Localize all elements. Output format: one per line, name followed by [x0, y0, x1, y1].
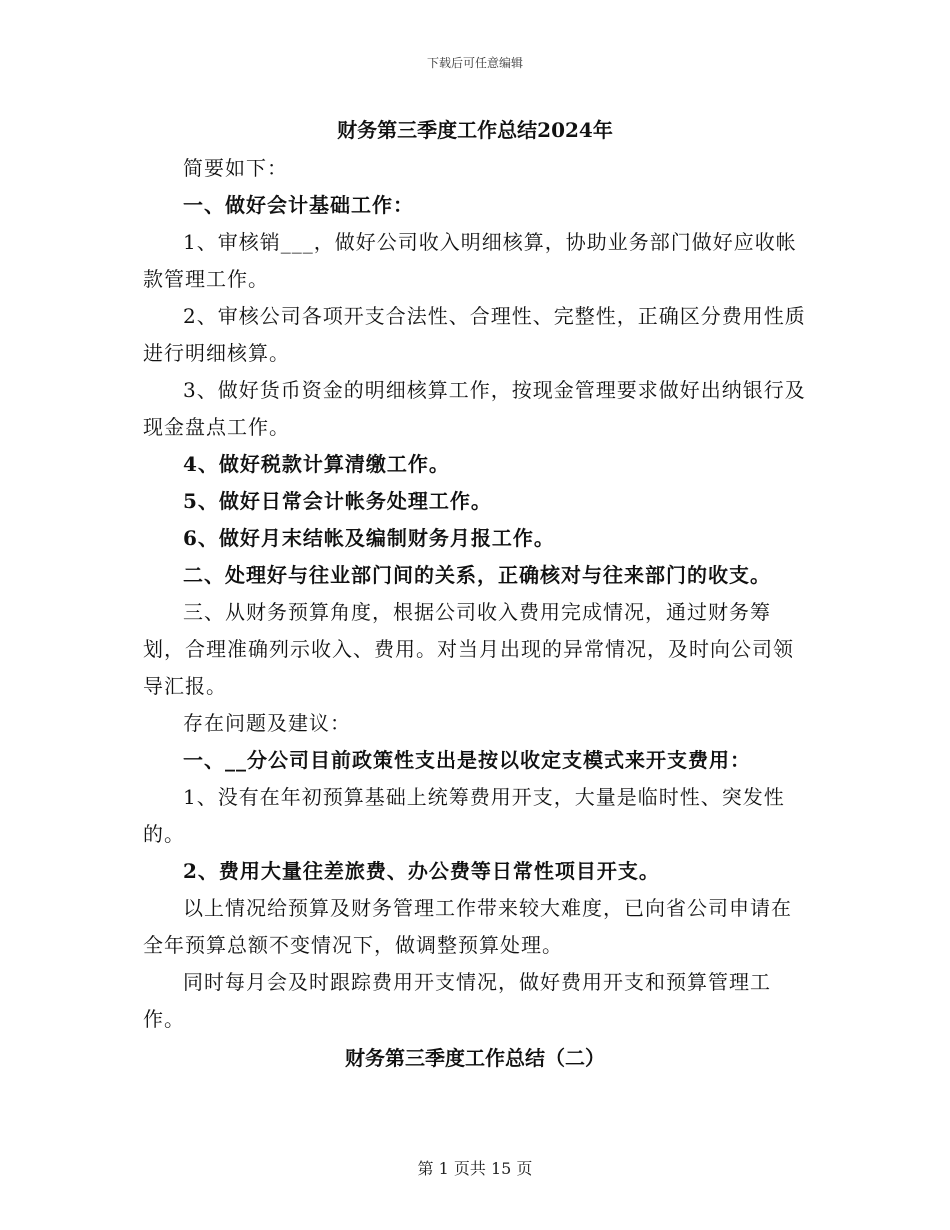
paragraph-issue-item-1: 1、没有在年初预算基础上统筹费用开支，大量是临时性、突发性的。: [143, 785, 785, 846]
paragraph-issue-followup: 同时每月会及时跟踪费用开支情况，做好费用开支和预算管理工作。: [143, 970, 771, 1031]
paragraph-item-1: 1、审核销___，做好公司收入明细核算，协助业务部门做好应收帐款管理工作。: [143, 230, 797, 291]
paragraph-item-3: 3、做好货币资金的明细核算工作，按现金管理要求做好出纳银行及现金盘点工作。: [143, 378, 806, 439]
paragraph-item-5: 5、做好日常会计帐务处理工作。: [183, 489, 492, 513]
paragraph-intro: 简要如下：: [183, 156, 288, 180]
paragraph-section-1-heading: 一、做好会计基础工作：: [183, 193, 414, 217]
page-number: 第 1 页共 15 页: [417, 1159, 533, 1178]
document-title: 财务第三季度工作总结2024年: [337, 118, 613, 142]
document-body: [143, 112, 807, 1076]
paragraph-issues-intro: 存在问题及建议：: [183, 711, 351, 735]
paragraph-issue-1-heading: 一、__分公司目前政策性支出是按以收定支模式来开支费用：: [183, 748, 751, 772]
paragraph-issue-conclusion: 以上情况给预算及财务管理工作带来较大难度，已向省公司申请在全年预算总额不变情况下，做调整预算处理。: [143, 896, 792, 957]
document-subtitle: 财务第三季度工作总结（二）: [345, 1046, 605, 1070]
paragraph-issue-item-2: 2、费用大量往差旅费、办公费等日常性项目开支。: [183, 859, 660, 883]
paragraph-section-3: 三、从财务预算角度，根据公司收入费用完成情况，通过财务筹划，合理准确列示收入、费用。对当月出现的异常情况，及时向公司领导汇报。: [143, 600, 794, 698]
paragraph-item-2: 2、审核公司各项开支合法性、合理性、完整性，正确区分费用性质进行明细核算。: [143, 304, 806, 365]
paragraph-item-6: 6、做好月末结帐及编制财务月报工作。: [183, 526, 555, 550]
paragraph-section-2-heading: 二、处理好与往业部门间的关系，正确核对与往来部门的收支。: [183, 563, 771, 587]
header-note: 下载后可任意编辑: [426, 56, 523, 70]
paragraph-item-4: 4、做好税款计算清缴工作。: [183, 452, 450, 476]
